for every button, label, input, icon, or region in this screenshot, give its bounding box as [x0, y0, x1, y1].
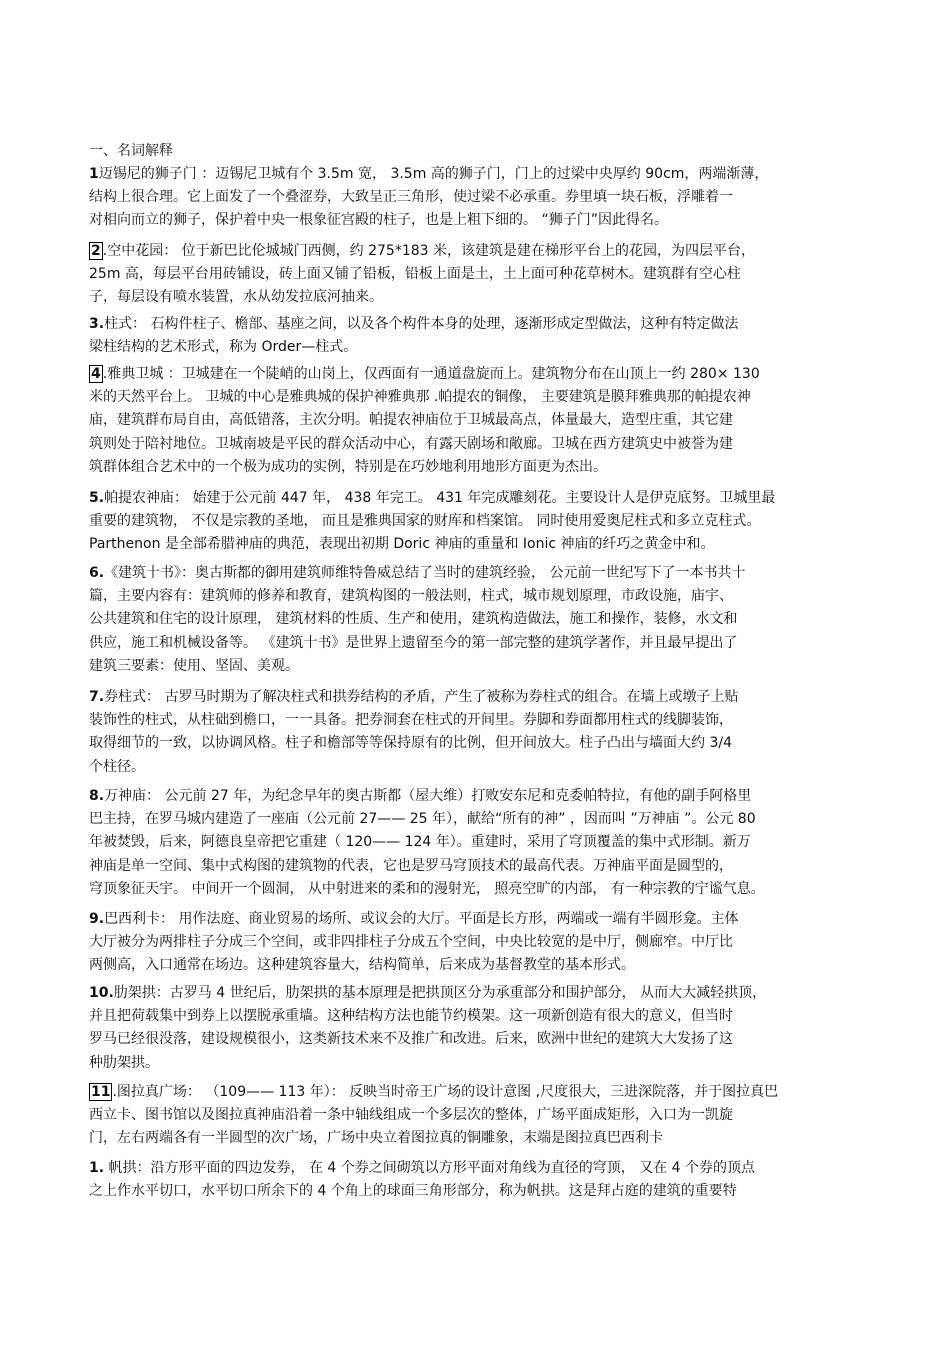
entry-number: 7. [89, 689, 105, 705]
entry-line [89, 878, 864, 901]
entry-number: 10. [89, 985, 114, 1001]
entry-line [89, 487, 864, 510]
definition-entry [89, 313, 864, 359]
entry-line [89, 831, 864, 854]
entry-text: 并且把荷载集中到券上以摆脱承重墙。这种结构方法也能节约模架。这一项新创造有很大的意义，但当时 [89, 1008, 733, 1025]
entry-number: 1 [89, 166, 99, 182]
entry-line [89, 562, 864, 585]
entry-text: 对相向而立的狮子，保护着中央一根象征宫殿的柱子，也是上粗下细的。 “狮子门”因此得名。 [89, 212, 668, 229]
entry-number: 8. [89, 788, 105, 804]
definition-entry [89, 163, 864, 233]
entry-line [89, 510, 864, 533]
entry-text: 子，每层设有喷水装置，水从幼发拉底河抽来。 [89, 289, 383, 306]
definition-entry [89, 487, 864, 557]
entry-text: 供应，施工和机械设备等。 《建筑十书》是世界上遗留至今的第一部完整的建筑学著作，并且最早提出了 [89, 634, 738, 651]
entry-text: 门，左右两端各有一半圆型的次广场，广场中央立着图拉真的铜雕象，末端是图拉真巴西利卡 [89, 1130, 663, 1147]
entry-line [89, 456, 864, 479]
entry-number: 11 [91, 1084, 111, 1100]
entry-line [89, 1081, 864, 1104]
entry-line [89, 608, 864, 631]
entry-text: 种肋架拱。 [89, 1054, 159, 1071]
entry-line [89, 855, 864, 878]
entry-text: 罗马已经很没落，建设规模很小，这类新技术来不及推广和改进。后来，欧洲中世纪的建筑大大发扬了这 [89, 1031, 733, 1048]
entry-line [89, 686, 864, 709]
entry-line [89, 785, 864, 808]
definition-entry [89, 982, 864, 1075]
entry-text: 穹顶象征天宇。 中间开一个圆洞， 从中射进来的柔和的漫射光， 照亮空旷的内部， 有一种宗教的宁谧气息。 [89, 880, 765, 897]
entry-text: 大厅被分为两排柱子分成三个空间，或非四排柱子分成五个空间，中央比较宽的是中厅，侧廊窄。中厅比 [89, 934, 733, 951]
entry-line [89, 336, 864, 359]
entry-text: 帆拱：沿方形平面的四边发券， 在 4 个券之间砌筑以方形平面对角线为直径的穹顶， 又在 4 个券的顶点 [104, 1160, 756, 1176]
entry-text: 建筑三要素：使用、坚固、美观。 [89, 657, 299, 674]
definition-entry [89, 1157, 864, 1203]
entry-text: 神庙是单一空间、集中式构图的建筑物的代表，它也是罗马穹顶技术的最高代表。万神庙平面是圆型的， [89, 857, 733, 874]
entry-text: 筑群体组合艺术中的一个极为成功的实例，特别是在巧妙地利用地形方面更为杰出。 [89, 458, 607, 475]
entry-line [89, 209, 864, 232]
entry-line [89, 931, 864, 954]
section-heading: 一、名词解释 [89, 143, 173, 159]
entry-number: 3. [89, 316, 105, 332]
entry-line [89, 709, 864, 732]
entry-number: 6. [89, 565, 105, 581]
entry-text: 重要的建筑物， 不仅是宗教的圣地， 而且是雅典国家的财库和档案馆。 同时使用爱奥尼柱式和多立克柱式。 [89, 513, 761, 530]
entry-text: 柱式： 石构件柱子、檐部、基座之间，以及各个构件本身的处理，逐渐形成定型做法，这种有特定做法 [104, 316, 739, 332]
entry-line [89, 409, 864, 432]
entry-text: .空中花园： 位于新巴比伦城城门西侧，约 275*183 米，该建筑是建在梯形平台上的花园，为四层平台， [102, 243, 755, 259]
definition-entry [89, 562, 864, 678]
entry-line [89, 632, 864, 655]
entry-line [89, 313, 864, 336]
entry-text: 之上作水平切口，水平切口所余下的 4 个角上的球面三角形部分，称为帆拱。这是拜占庭的建筑的重要特 [89, 1183, 737, 1200]
entry-line [89, 240, 864, 263]
entry-line [89, 433, 864, 456]
definition-entry [89, 908, 864, 978]
entry-text: 万神庙： 公元前 27 年，为纪念早年的奥古斯都（屋大维）打败安东尼和克委帕特拉，有他的副手阿格里 [104, 788, 752, 804]
entry-line [89, 954, 864, 977]
entry-text: 巴西利卡： 用作法庭、商业贸易的场所、或议会的大厅。平面是长方形，两端或一端有半圆形龛。主体 [104, 911, 739, 927]
entry-number: 2 [91, 243, 101, 259]
entry-text: 两侧高，入口通常在场边。这种建筑容量大，结构简单，后来成为基督教堂的基本形式。 [89, 957, 635, 974]
entry-line [89, 1180, 864, 1203]
entry-text: 25m 高，每层平台用砖铺设，砖上面又铺了铅板，铅板上面是土，土上面可种花草树木。建筑群有空心柱 [89, 266, 741, 283]
entry-text: 西立卡、图书馆以及图拉真神庙沿着一条中轴线组成一个多层次的整体，广场平面成矩形，入口为一凯旋 [89, 1107, 733, 1124]
entry-line [89, 732, 864, 755]
entry-line [89, 908, 864, 931]
definition-entry [89, 240, 864, 310]
entry-line [89, 1028, 864, 1051]
definition-entry [89, 363, 864, 479]
entry-line [89, 1157, 864, 1180]
entry-line [89, 386, 864, 409]
entry-text: 庙，建筑群布局自由，高低错落，主次分明。帕提农神庙位于卫城最高点，体量最大，造型庄重，其它建 [89, 412, 733, 429]
entry-text: 米的天然平台上。 卫城的中心是雅典城的保护神雅典那 .帕提农的铜像， 主要建筑是膜拜雅典那的帕提农神 [89, 389, 751, 406]
entry-line [89, 1005, 864, 1028]
definition-entry [89, 1081, 864, 1151]
entry-text: 巴主持，在罗马城内建造了一座庙（公元前 27—— 25 年），献给“所有的神” ，因而叫 ”万神庙 ”。公元 80 [89, 811, 756, 828]
entry-text: 公共建筑和住宅的设计原理， 建筑材料的性质、生产和使用，建筑构造做法，施工和操作，装修，水文和 [89, 611, 738, 628]
entry-line [89, 263, 864, 286]
entry-text: 梁柱结构的艺术形式，称为 Order—柱式。 [89, 339, 358, 356]
entry-text: 筑则处于陪衬地位。卫城南坡是平民的群众活动中心，有露天剧场和敞廊。卫城在西方建筑史中被誉为建 [89, 435, 733, 452]
entry-text: 帕提农神庙： 始建于公元前 447 年， 438 年完工。 431 年完成雕刻花。主要设计人是伊克底努。卫城里最 [104, 490, 776, 506]
entry-line [89, 186, 864, 209]
entry-line [89, 808, 864, 831]
entry-text: Parthenon 是全部希腊神庙的典范，表现出初期 Doric 神庙的重量和 Ionic 神庙的纤巧之黄金中和。 [89, 536, 715, 553]
entry-text: 肋架拱：古罗马 4 世纪后，肋架拱的基本原理是把拱顶区分为承重部分和围护部分， 从而大大减轻拱顶， [113, 985, 767, 1001]
entry-text: 结构上很合理。它上面发了一个叠涩券，大致呈正三角形，使过梁不必承重。券里填一块石板，浮雕着一 [89, 189, 733, 206]
entry-text: 《建筑十书》：奥古斯都的御用建筑师维特鲁威总结了当时的建筑经验， 公元前一世纪写下了一本书共十 [104, 565, 746, 581]
entry-line [89, 756, 864, 779]
entry-line [89, 982, 864, 1005]
entry-line [89, 585, 864, 608]
entry-text: .雅典卫城 ：卫城建在一个陡峭的山岗上，仅西面有一通道盘旋而上。建筑物分布在山顶上一约 280× 130 [102, 366, 760, 382]
entry-number: 9. [89, 911, 105, 927]
entry-number: 4 [91, 366, 101, 382]
entry-line [89, 1127, 864, 1150]
entry-number: 1. [89, 1160, 105, 1176]
definition-entry [89, 785, 864, 901]
entry-line [89, 363, 864, 386]
definition-entry [89, 686, 864, 779]
entry-text: 迈锡尼的狮子门 ：迈锡尼卫城有个 3.5m 宽， 3.5m 高的狮子门，门上的过梁中央厚约 90cm，两端渐薄， [98, 166, 769, 182]
entry-text: .图拉真广场： （109—— 113 年）： 反映当时帝王广场的设计意图 ,尺度很大，三进深院落，并于图拉真巴 [112, 1084, 779, 1100]
entry-text: 年被焚毁，后来，阿德良皇帝把它重建（ 120—— 124 年）。重建时，采用了穹顶覆盖的集中式形制。新万 [89, 834, 751, 851]
entry-text: 篇，主要内容有：建筑师的修养和教育，建筑构图的一般法则，柱式，城市规划原理，市政设施，庙宇、 [89, 588, 733, 605]
entry-text: 个柱径。 [89, 758, 145, 775]
entry-text: 券柱式： 古罗马时期为了解决柱式和拱券结构的矛盾，产生了被称为券柱式的组合。在墙上或墩子上贴 [104, 689, 739, 705]
entry-text: 取得细节的一致，以协调风格。柱子和檐部等等保持原有的比例，但开间放大。柱子凸出与墙面大约 3/4 [89, 735, 732, 752]
entry-line [89, 1052, 864, 1075]
entry-line [89, 655, 864, 678]
entry-line [89, 533, 864, 556]
entry-line [89, 286, 864, 309]
entry-line [89, 1104, 864, 1127]
entry-number: 5. [89, 490, 105, 506]
entry-text: 装饰性的柱式，从柱础到檐口，一一具备。把券洞套在柱式的开间里。券脚和券面都用柱式的线脚装饰， [89, 712, 733, 729]
entry-line [89, 163, 864, 186]
